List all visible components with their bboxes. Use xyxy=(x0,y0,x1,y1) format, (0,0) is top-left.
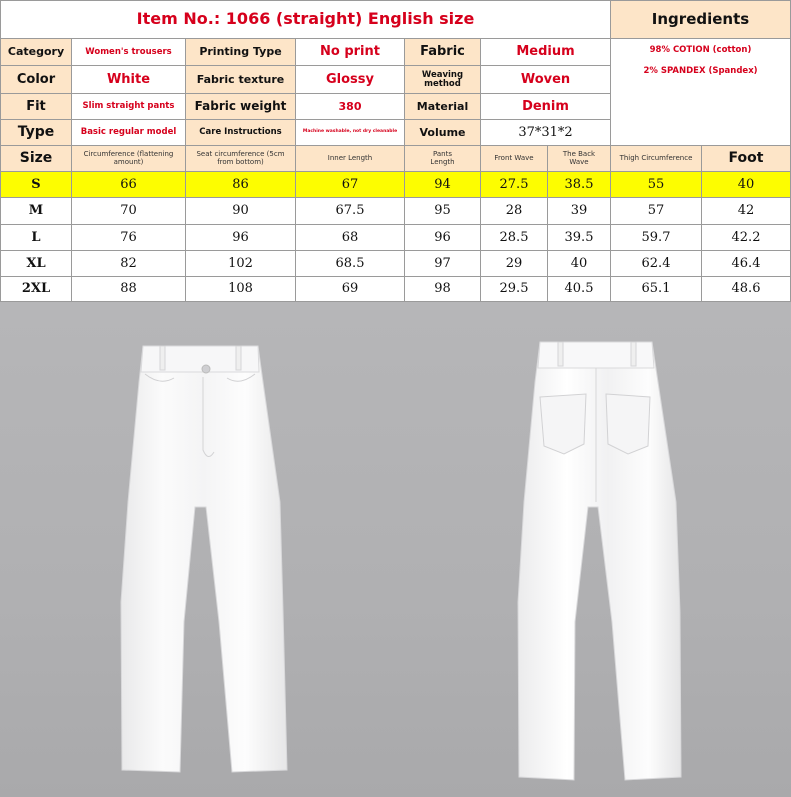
spec-value: Denim xyxy=(480,93,611,120)
size-label: L xyxy=(0,224,72,251)
size-cell: 108 xyxy=(185,276,296,302)
front-jeans xyxy=(121,346,287,772)
ingredients-header: Ingredients xyxy=(610,0,791,39)
spec-key: Volume xyxy=(404,119,481,146)
size-cell: 46.4 xyxy=(701,250,791,277)
ingredient-line-1: 98% COTION (cotton) xyxy=(649,45,752,55)
size-cell: 66 xyxy=(71,171,186,198)
size-label: S xyxy=(0,171,72,198)
spec-value: Basic regular model xyxy=(71,119,186,146)
spec-value: Woven xyxy=(480,65,611,94)
size-cell: 65.1 xyxy=(610,276,702,302)
spec-value: Women's trousers xyxy=(71,38,186,66)
spec-value: Glossy xyxy=(295,65,405,94)
size-cell: 67 xyxy=(295,171,405,198)
size-cell: 68.5 xyxy=(295,250,405,277)
size-cell: 94 xyxy=(404,171,481,198)
back-jeans xyxy=(518,342,681,780)
size-cell: 38.5 xyxy=(547,171,611,198)
spec-key: Fabric xyxy=(404,38,481,66)
size-header: Foot xyxy=(701,145,791,172)
size-cell: 40 xyxy=(701,171,791,198)
spec-key: Fit xyxy=(0,93,72,120)
size-cell: 28.5 xyxy=(480,224,548,251)
item-title: Item No.: 1066 (straight) English size xyxy=(0,0,611,39)
size-header: The Back Wave xyxy=(547,145,611,172)
size-header: Seat circumference (5cm from bottom) xyxy=(185,145,296,172)
spec-key: Material xyxy=(404,93,481,120)
size-cell: 76 xyxy=(71,224,186,251)
spec-key: Type xyxy=(0,119,72,146)
spec-key: Fabric weight xyxy=(185,93,296,120)
product-photo xyxy=(0,302,791,797)
size-label: XL xyxy=(0,250,72,277)
size-cell: 59.7 xyxy=(610,224,702,251)
size-label: M xyxy=(0,197,72,225)
white-jeans-illustration xyxy=(0,302,791,797)
size-header: Front Wave xyxy=(480,145,548,172)
size-cell: 67.5 xyxy=(295,197,405,225)
spec-value: White xyxy=(71,65,186,94)
size-cell: 69 xyxy=(295,276,405,302)
size-cell: 42 xyxy=(701,197,791,225)
spec-value: 37*31*2 xyxy=(480,119,611,146)
size-cell: 86 xyxy=(185,171,296,198)
size-cell: 40.5 xyxy=(547,276,611,302)
ingredients-box xyxy=(610,38,791,146)
size-cell: 68 xyxy=(295,224,405,251)
size-cell: 40 xyxy=(547,250,611,277)
size-chart-sheet xyxy=(0,0,791,302)
size-cell: 55 xyxy=(610,171,702,198)
ingredient-line-2: 2% SPANDEX (Spandex) xyxy=(643,65,758,76)
size-label: 2XL xyxy=(0,276,72,302)
size-cell: 70 xyxy=(71,197,186,225)
size-cell: 90 xyxy=(185,197,296,225)
size-header: Pants Length xyxy=(404,145,481,172)
size-cell: 96 xyxy=(404,224,481,251)
size-cell: 27.5 xyxy=(480,171,548,198)
size-cell: 88 xyxy=(71,276,186,302)
spec-value: Slim straight pants xyxy=(71,93,186,120)
size-cell: 82 xyxy=(71,250,186,277)
size-cell: 57 xyxy=(610,197,702,225)
size-cell: 98 xyxy=(404,276,481,302)
size-cell: 97 xyxy=(404,250,481,277)
spec-value: Medium xyxy=(480,38,611,66)
spec-key: Care Instructions xyxy=(185,119,296,146)
size-cell: 28 xyxy=(480,197,548,225)
spec-key: Color xyxy=(0,65,72,94)
size-cell: 95 xyxy=(404,197,481,225)
size-cell: 96 xyxy=(185,224,296,251)
size-cell: 48.6 xyxy=(701,276,791,302)
size-cell: 39.5 xyxy=(547,224,611,251)
size-header: Inner Length xyxy=(295,145,405,172)
spec-key: Printing Type xyxy=(185,38,296,66)
size-cell: 29.5 xyxy=(480,276,548,302)
size-cell: 39 xyxy=(547,197,611,225)
spec-key: Category xyxy=(0,38,72,66)
size-cell: 29 xyxy=(480,250,548,277)
size-header: Circumference (flattening amount) xyxy=(71,145,186,172)
spec-value: No print xyxy=(295,38,405,66)
spec-value: Machine washable, not dry cleanable xyxy=(295,119,405,146)
size-cell: 42.2 xyxy=(701,224,791,251)
spec-key: Weaving method xyxy=(404,65,481,94)
spec-value: 380 xyxy=(295,93,405,120)
spec-key: Fabric texture xyxy=(185,65,296,94)
size-cell: 62.4 xyxy=(610,250,702,277)
size-header: Size xyxy=(0,145,72,172)
size-cell: 102 xyxy=(185,250,296,277)
size-header: Thigh Circumference xyxy=(610,145,702,172)
